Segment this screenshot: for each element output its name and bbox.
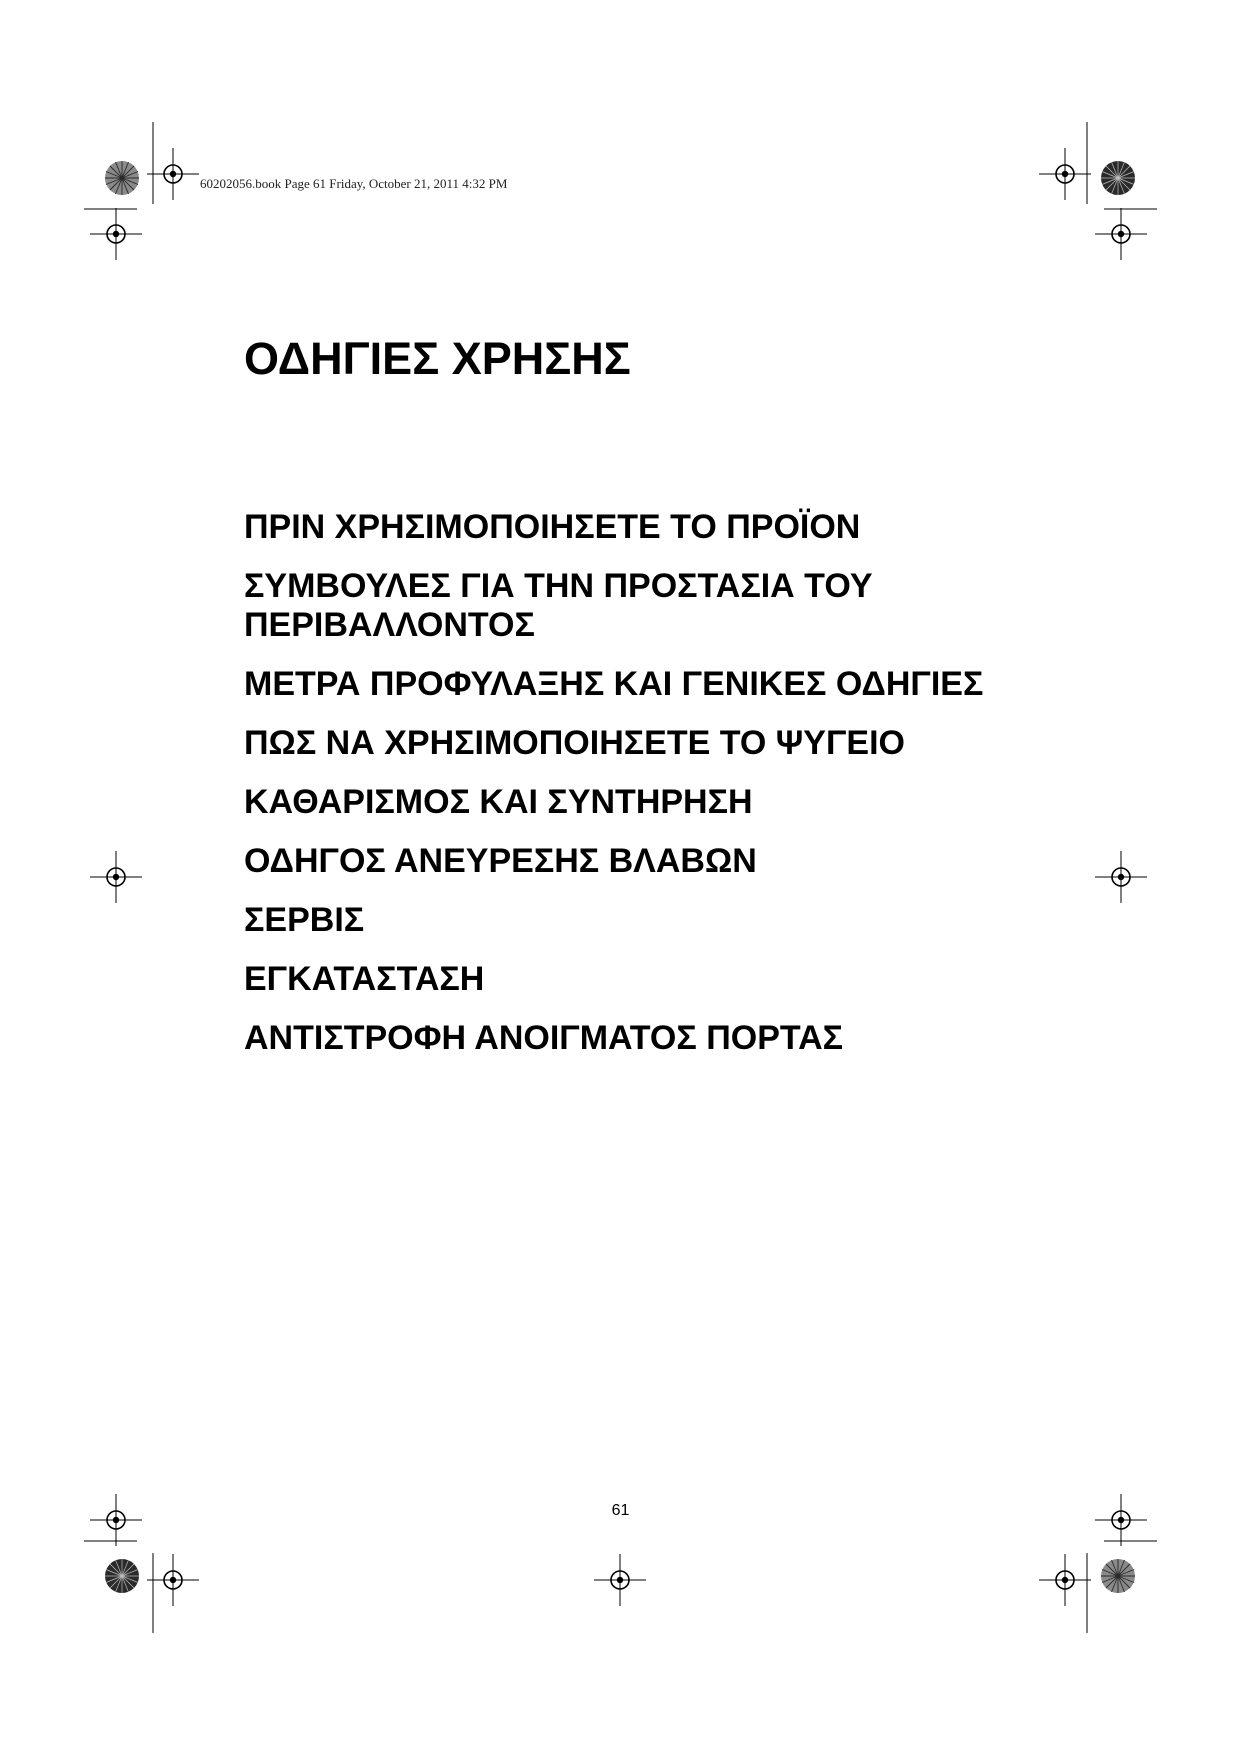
toc-item: ΠΡΙΝ ΧΡΗΣΙΜΟΠΟΙΗΣΕΤΕ ΤΟ ΠΡΟΪΟΝ	[244, 508, 861, 546]
starburst-icon	[105, 161, 139, 195]
toc-item: ΟΔΗΓΟΣ ΑΝΕΥΡΕΣΗΣ ΒΛΑΒΩΝ	[244, 842, 757, 880]
registration-target-icon	[1039, 1554, 1091, 1606]
page-number: 61	[611, 1502, 630, 1519]
registration-target-icon	[594, 1554, 646, 1606]
toc-item: ΠΩΣ ΝΑ ΧΡΗΣΙΜΟΠΟΙΗΣΕΤΕ ΤΟ ΨΥΓΕΙΟ	[244, 724, 905, 762]
starburst-icon	[1101, 161, 1135, 195]
book-print-info: 60202056.book Page 61 Friday, October 21, 2011 4:32 PM	[200, 176, 508, 191]
toc-item: ΕΓΚΑΤΑΣΤΑΣΗ	[244, 960, 485, 998]
registration-target-icon	[1095, 851, 1147, 903]
table-of-contents	[244, 508, 1004, 1078]
registration-target-icon	[147, 1554, 199, 1606]
toc-item: ΚΑΘΑΡΙΣΜΟΣ ΚΑΙ ΣΥΝΤΗΡΗΣΗ	[244, 783, 753, 821]
toc-item: ΑΝΤΙΣΤΡΟΦΗ ΑΝΟΙΓΜΑΤΟΣ ΠΟΡΤΑΣ	[244, 1019, 844, 1057]
starburst-icon	[105, 1559, 139, 1593]
toc-item: ΣΥΜΒΟΥΛΕΣ ΓΙΑ ΤΗΝ ΠΡΟΣΤΑΣΙΑ ΤΟΥ ΠΕΡΙΒΑΛΛΟΝΤΟΣ	[244, 567, 873, 644]
registration-target-icon	[90, 851, 142, 903]
toc-item: ΜΕΤΡΑ ΠΡΟΦΥΛΑΞΗΣ ΚΑΙ ΓΕΝΙΚΕΣ ΟΔΗΓΙΕΣ	[244, 665, 984, 703]
registration-target-icon	[147, 148, 199, 200]
registration-target-icon	[90, 208, 142, 260]
page-title: ΟΔΗΓΙΕΣ ΧΡΗΣΗΣ	[244, 333, 631, 384]
registration-target-icon	[1039, 148, 1091, 200]
starburst-icon	[1101, 1559, 1135, 1593]
toc-item: ΣΕΡΒΙΣ	[244, 901, 365, 939]
registration-target-icon	[1095, 208, 1147, 260]
